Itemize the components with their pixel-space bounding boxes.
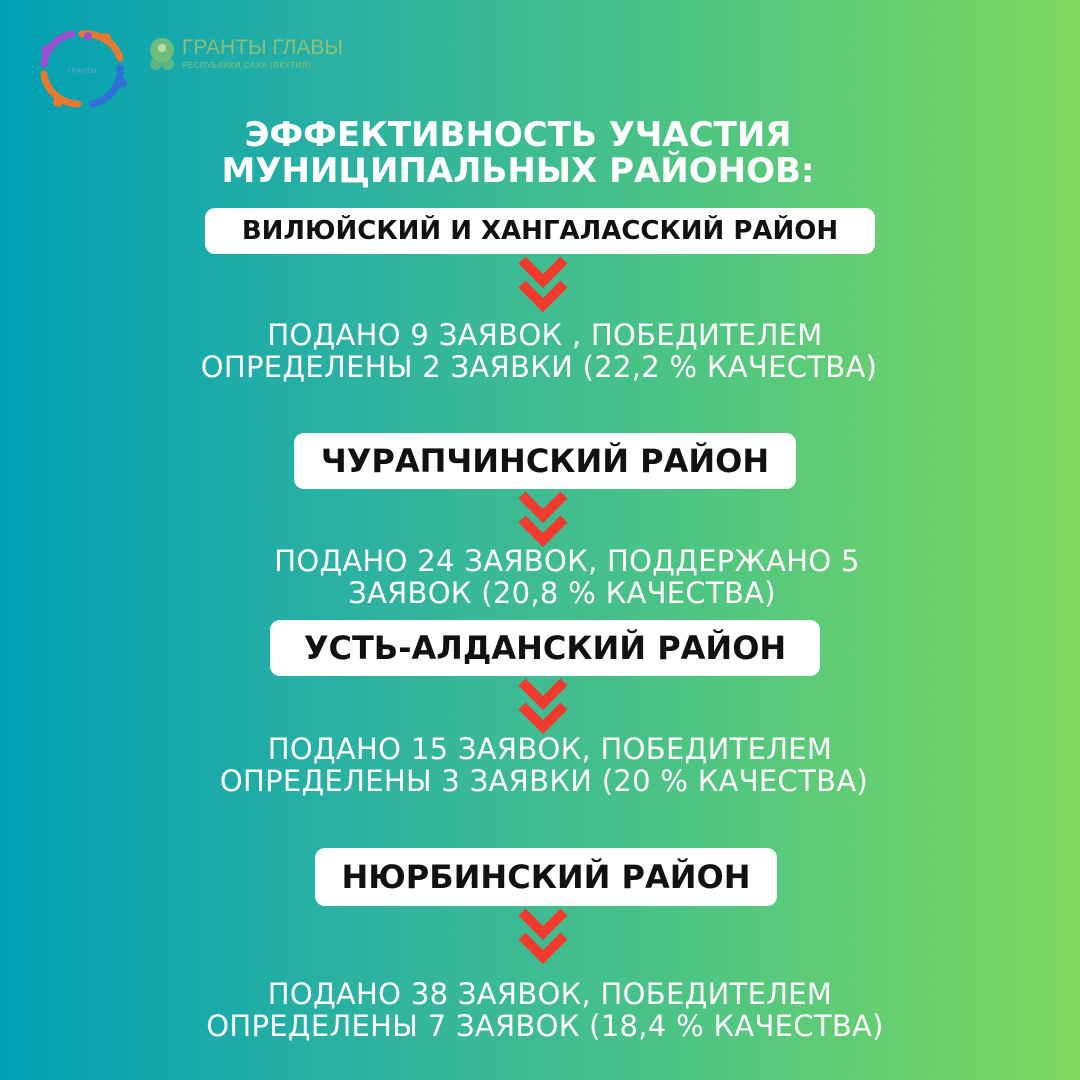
district-pill-ust-aldansky: УСТЬ-АЛДАНСКИЙ РАЙОН bbox=[270, 620, 820, 676]
page-title-line-2: МУНИЦИПАЛЬНЫХ РАЙОНОВ: bbox=[221, 151, 815, 191]
double-chevron-down-icon bbox=[516, 906, 570, 968]
grants-emblem-icon bbox=[146, 36, 178, 76]
grants-title: ГРАНТЫ ГЛАВЫ bbox=[182, 36, 343, 59]
district-3-stat-line-2: ОПРЕДЕЛЕНЫ 3 ЗАЯВКИ (20 % КАЧЕСТВА) bbox=[219, 764, 869, 798]
grants-subtitle: РЕСПУБЛИКИ САХА (ЯКУТИЯ) bbox=[182, 61, 312, 70]
district-4-stat-line-2: ОПРЕДЕЛЕНЫ 7 ЗАЯВОК (18,4 % КАЧЕСТВА) bbox=[206, 1009, 884, 1043]
district-pill-nyurbinsky: НЮРБИНСКИЙ РАЙОН bbox=[315, 848, 777, 906]
svg-text:ГРАНТЫ: ГРАНТЫ bbox=[67, 67, 97, 75]
district-1-stat-line-1: ПОДАНО 9 ЗАЯВОК , ПОБЕДИТЕЛЕМ bbox=[267, 318, 823, 352]
district-pill-churapchinsky: ЧУРАПЧИНСКИЙ РАЙОН bbox=[294, 433, 796, 489]
page-title-line-1: ЭФФЕКТИВНОСТЬ УЧАСТИЯ bbox=[244, 115, 792, 155]
double-chevron-down-icon bbox=[516, 676, 570, 738]
district-pill-viluysky-khangalassky: ВИЛЮЙСКИЙ И ХАНГАЛАССКИЙ РАЙОН bbox=[205, 208, 875, 254]
double-chevron-down-icon bbox=[516, 489, 570, 551]
district-2-stat-line-1: ПОДАНО 24 ЗАЯВОК, ПОДДЕРЖАНО 5 bbox=[274, 544, 860, 578]
district-1-stat-line-2: ОПРЕДЕЛЕНЫ 2 ЗАЯВКИ (22,2 % КАЧЕСТВА) bbox=[200, 350, 878, 384]
district-4-stat-line-1: ПОДАНО 38 ЗАЯВОК, ПОБЕДИТЕЛЕМ bbox=[267, 977, 833, 1011]
ring-logo-icon bbox=[36, 28, 128, 110]
district-3-stat-line-1: ПОДАНО 15 ЗАЯВОК, ПОБЕДИТЕЛЕМ bbox=[267, 732, 833, 766]
grants-logo bbox=[146, 36, 343, 80]
district-2-stat-line-2: ЗАЯВОК (20,8 % КАЧЕСТВА) bbox=[348, 576, 776, 610]
double-chevron-down-icon bbox=[516, 254, 570, 316]
